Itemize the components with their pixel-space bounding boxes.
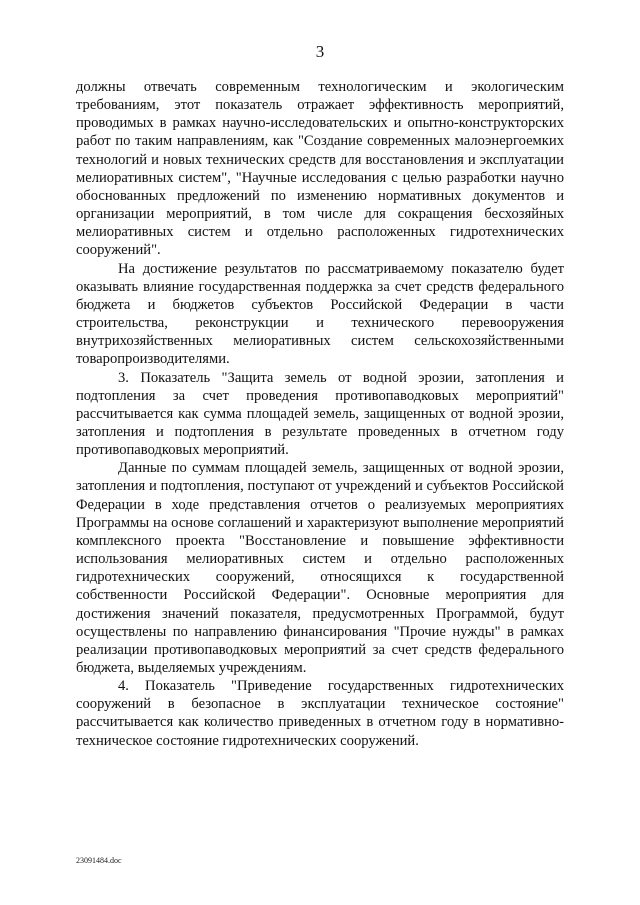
paragraph-indicator-4: 4. Показатель "Приведение государственных гидротехнических сооружений в безопасное в эксплуатации техническое состояние" рассчитывается как количество приведенных в отчетном году в нормативно-техническое состояние гидротехнических сооружений. xyxy=(76,678,564,749)
paragraph-indicator-3: 3. Показатель "Защита земель от водной эрозии, затопления и подтопления за счет проведения противопаводковых мероприятий" рассчитывается как сумма площадей земель, защищенных от водной эрозии, затопления и подтопления в результате проведенных в отчетном году противопаводковых мероприятий. xyxy=(76,369,564,459)
footer-filename: 23091484.doc xyxy=(76,856,122,865)
paragraph-continuation: должны отвечать современным технологическим и экологическим требованиям, этот показатель отражает эффективность мероприятий, проводимых в рамках научно-исследовательских и опытно-конструкторских работ по таким направлениям, как "Создание современных малоэнергоемких технологий и новых технических средств для восстановления и эксплуатации мелиоративных систем", "Научные исследования с целью разработки научно обоснованных предложений по изменению нормативных документов и организации мероприятий, в том числе для сокращения бесхозяйных мелиоративных систем и отдельно расположенных гидротехнических сооружений". xyxy=(76,79,564,259)
paragraph-state-support: На достижение результатов по рассматриваемому показателю будет оказывать влияние государственная поддержка за счет средств федерального бюджета и бюджетов субъектов Российской Федерации в части строительства, реконструкции и технического перевооружения внутрихозяйственных мелиоративных систем сельскохозяйственными товаропроизводителями. xyxy=(76,260,564,368)
document-body xyxy=(76,78,564,750)
page-number: 3 xyxy=(315,42,325,61)
paragraph-land-data: Данные по суммам площадей земель, защищенных от водной эрозии, затопления и подтопления, поступают от учреждений и субъектов Российской Федерации в ходе представления отчетов о реализуемых мероприятиях Программы на основе соглашений и характеризуют выполнение мероприятий комплексного проекта "Восстановление и повышение эффективности использования мелиоративных систем и отдельно расположенных гидротехнических сооружений, относящихся к государственной собственности Российской Федерации". Основные мероприятия для достижения значений показателя, предусмотренных Программой, будут осуществлены по направлению финансирования "Прочие нужды" в рамках реализации противопаводковых мероприятий за счет средств федерального бюджета, выделяемых учреждениям. xyxy=(76,460,564,676)
